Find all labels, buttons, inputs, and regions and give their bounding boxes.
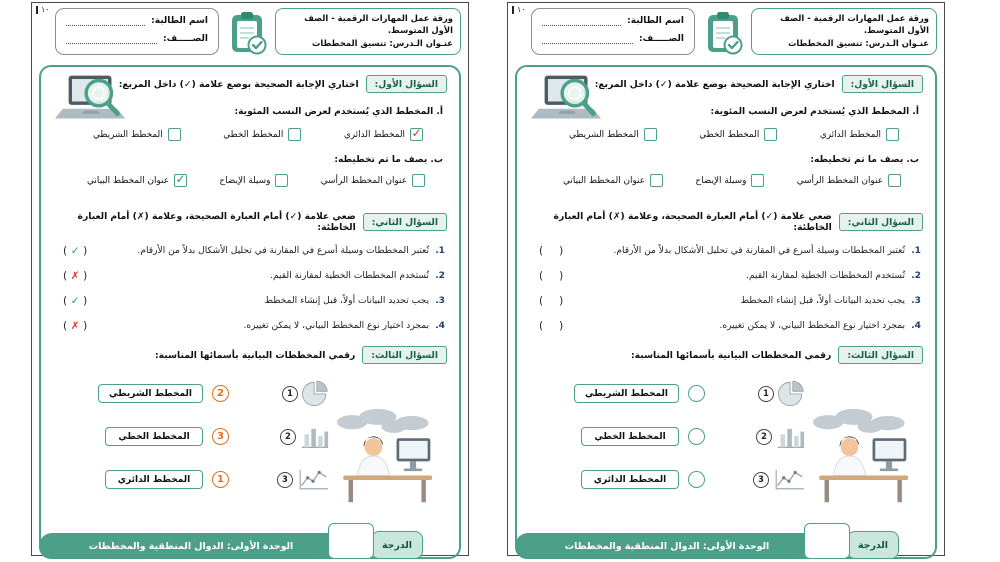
paren-close: ) xyxy=(83,320,88,332)
statement-row xyxy=(63,295,445,307)
statement-row xyxy=(539,295,921,307)
option-label: عنوان المخطط الرأسي xyxy=(796,175,883,186)
chart-title-checkbox[interactable] xyxy=(650,174,663,187)
option-pie-chart[interactable] xyxy=(343,125,423,141)
legend-checkbox[interactable] xyxy=(275,174,288,187)
bar-chart-checkbox[interactable] xyxy=(644,128,657,141)
class-line[interactable] xyxy=(66,34,157,44)
answer-circle[interactable] xyxy=(688,385,705,402)
score-area xyxy=(328,523,423,559)
clipboard-check-icon xyxy=(703,9,743,59)
student-name-label: اسم الطالبة: xyxy=(151,16,208,26)
option-chart-title[interactable] xyxy=(563,174,663,187)
q1-part-a-text: أ. المخطط الذي يُستخدم لعرض النسب المئوية: xyxy=(234,107,443,117)
statement-row xyxy=(63,245,445,257)
statement-row xyxy=(539,270,921,282)
paren-open: ( xyxy=(63,245,68,257)
chart-name-box: المخطط الخطي xyxy=(581,427,679,446)
option-label: عنوان المخطط الرأسي xyxy=(320,175,407,186)
q2-statements xyxy=(53,245,447,332)
q3-matching-area xyxy=(529,372,923,508)
option-vertical-axis-title[interactable] xyxy=(797,174,901,187)
student-name-line[interactable] xyxy=(542,16,621,26)
statement-text: تُعتبر المخططات وسيلة أسرع في المقارنة في تحليل الأشكال بدلاً من الأرقام. xyxy=(613,246,905,256)
clipboard-check-icon xyxy=(227,9,267,59)
title-box xyxy=(751,8,937,55)
score-area xyxy=(804,523,899,559)
page-number-marker: ١٠ xyxy=(512,6,526,14)
question-3-header xyxy=(529,346,923,364)
worksheet-body xyxy=(39,65,461,559)
statement-row xyxy=(539,245,921,257)
page-header xyxy=(32,3,468,62)
score-value-box[interactable] xyxy=(804,523,850,559)
paren-close: ) xyxy=(559,320,564,332)
question-1-instruction: اختاري الإجابة الصحيحة بوضع علامة (✓) داخل المربع: xyxy=(118,78,359,90)
option-bar-chart[interactable] xyxy=(569,128,657,141)
chart-name-box: المخطط الدائري xyxy=(581,470,679,489)
title-box xyxy=(275,8,461,55)
class-field xyxy=(66,34,208,44)
paren-close: ) xyxy=(83,295,88,307)
question-1-label: السؤال الأول: xyxy=(366,75,447,93)
worksheet-title: ورقة عمل المهارات الرقمية - الصف الأول المتوسط. xyxy=(304,13,453,36)
chart-cell xyxy=(275,380,329,407)
question-3-instruction: رقمي المخططات البيانية بأسمائها المناسبة: xyxy=(630,349,832,361)
option-label: عنوان المخطط البياني xyxy=(87,175,170,186)
student-name-field xyxy=(66,16,208,26)
worksheet-body xyxy=(515,65,937,559)
line-chart-checkbox[interactable] xyxy=(764,128,777,141)
chart-cell xyxy=(275,424,329,450)
answer-circle[interactable]: 3 xyxy=(212,428,229,445)
answer-circle[interactable]: 2 xyxy=(212,385,229,402)
statement-row xyxy=(63,270,445,282)
q1-part-a-text: أ. المخطط الذي يُستخدم لعرض النسب المئوية: xyxy=(710,107,919,117)
paren-open: ( xyxy=(539,245,544,257)
question-2-instruction: ضعي علامة (✓) أمام العبارة الصحيحة، وعلامة (✗) أمام العبارة الخاطئة: xyxy=(77,211,356,233)
chart-cell xyxy=(751,380,805,407)
vertical-axis-title-checkbox[interactable] xyxy=(412,174,425,187)
bar-chart-checkbox[interactable] xyxy=(168,128,181,141)
statement-answer-mark: ✓ xyxy=(70,245,80,257)
student-info-section xyxy=(55,8,219,55)
paren-open: ( xyxy=(63,320,68,332)
statement-row xyxy=(539,320,921,332)
chart-cell xyxy=(275,468,329,491)
option-label: وسيلة الإيضاح xyxy=(695,175,747,186)
score-label: الدرجة xyxy=(847,531,899,559)
option-label: المخطط الدائري xyxy=(343,129,405,140)
statement-answer-area[interactable] xyxy=(63,270,87,282)
vertical-axis-title-checkbox[interactable] xyxy=(888,174,901,187)
student-name-field xyxy=(542,16,684,26)
statement-answer-mark: ✓ xyxy=(70,295,80,307)
q1-part-b-text: ب. يصف ما تم تخطيطه: xyxy=(810,155,919,165)
statement-answer-area[interactable] xyxy=(539,270,563,282)
option-chart-title[interactable] xyxy=(87,171,187,187)
statement-text: يجب تحديد البيانات أولاً، قبل إنشاء المخطط xyxy=(264,296,429,306)
person-at-desk-illustration xyxy=(801,408,921,504)
option-label: المخطط الشريطي xyxy=(93,129,163,140)
pie-chart-icon xyxy=(778,380,805,407)
question-3-instruction: رقمي المخططات البيانية بأسمائها المناسبة: xyxy=(154,349,356,361)
answer-circle[interactable] xyxy=(688,471,705,488)
chart-number-badge: 1 xyxy=(758,386,774,402)
q3-matching-area xyxy=(53,372,447,508)
q1b-options xyxy=(529,174,923,187)
checkbox-mark: ✓ xyxy=(411,125,422,140)
statement-number: 1. xyxy=(435,246,445,256)
class-line[interactable] xyxy=(542,34,633,44)
score-value-box[interactable] xyxy=(328,523,374,559)
q1a-options xyxy=(53,125,447,141)
statement-text: يجب تحديد البيانات أولاً، قبل إنشاء المخطط xyxy=(740,296,905,306)
option-line-chart[interactable] xyxy=(699,128,777,141)
option-label: المخطط الخطي xyxy=(223,129,284,140)
person-at-desk-illustration xyxy=(325,408,445,504)
q1a-options xyxy=(529,128,923,141)
chart-name-box: المخطط الشريطي xyxy=(98,384,203,403)
chart-number-badge: 3 xyxy=(277,472,293,488)
page-header xyxy=(508,3,944,62)
statement-answer-area[interactable] xyxy=(539,245,563,257)
paren-close: ) xyxy=(559,295,564,307)
statement-row xyxy=(63,320,445,332)
student-name-line[interactable] xyxy=(66,16,145,26)
option-legend[interactable] xyxy=(219,174,288,187)
question-2-label: السؤال الثاني: xyxy=(839,213,923,231)
statement-number: 3. xyxy=(911,296,921,306)
pie-chart-icon xyxy=(302,380,329,407)
q1b-options xyxy=(53,171,447,187)
worksheet-page xyxy=(507,2,945,556)
statement-text: تُعتبر المخططات وسيلة أسرع في المقارنة في تحليل الأشكال بدلاً من الأرقام. xyxy=(137,246,429,256)
chart-number-badge: 2 xyxy=(756,429,772,445)
checkbox-mark: ✓ xyxy=(175,171,186,186)
paren-open: ( xyxy=(539,295,544,307)
option-pie-chart[interactable] xyxy=(820,128,899,141)
paren-close: ) xyxy=(559,270,564,282)
chart-name-box: المخطط الخطي xyxy=(105,427,203,446)
statement-text: تُستخدم المخططات الخطية لمقارنة القيم. xyxy=(746,271,905,281)
q2-statements xyxy=(529,245,923,332)
statement-answer-mark: ✗ xyxy=(70,270,80,282)
question-2-label: السؤال الثاني: xyxy=(363,213,447,231)
statement-number: 2. xyxy=(435,271,445,281)
statement-number: 4. xyxy=(911,321,921,331)
class-field xyxy=(542,34,684,44)
paren-open: ( xyxy=(539,320,544,332)
option-label: المخطط الخطي xyxy=(699,129,760,140)
score-label: الدرجة xyxy=(371,531,423,559)
question-3-header xyxy=(53,346,447,364)
question-3-label: السؤال الثالث: xyxy=(362,346,447,364)
option-label: وسيلة الإيضاح xyxy=(219,175,271,186)
student-name-label: اسم الطالبة: xyxy=(627,16,684,26)
statement-number: 4. xyxy=(435,321,445,331)
option-label: المخطط الشريطي xyxy=(569,129,639,140)
chart-number-badge: 2 xyxy=(280,429,296,445)
option-legend[interactable] xyxy=(695,174,764,187)
pie-chart-checkbox[interactable] xyxy=(410,125,423,141)
unit-footer-bar: الوحدة الأولى: الدوال المنطقية والمخططات xyxy=(39,533,343,559)
lesson-title: عنـوان الـدرس: تنسيق المخططات xyxy=(311,38,453,49)
statement-text: بمجرد اختيار نوع المخطط البياني، لا يمكن تغييره. xyxy=(719,321,905,331)
paren-open: ( xyxy=(63,295,68,307)
option-label: المخطط الدائري xyxy=(819,129,881,140)
option-label: عنوان المخطط البياني xyxy=(563,175,646,186)
chart-title-checkbox[interactable] xyxy=(174,171,187,187)
statement-answer-area[interactable] xyxy=(539,320,563,332)
question-2-instruction: ضعي علامة (✓) أمام العبارة الصحيحة، وعلامة (✗) أمام العبارة الخاطئة: xyxy=(553,211,832,233)
statement-number: 2. xyxy=(911,271,921,281)
paren-close: ) xyxy=(559,245,564,257)
statement-text: تُستخدم المخططات الخطية لمقارنة القيم. xyxy=(270,271,429,281)
pie-chart-checkbox[interactable] xyxy=(886,128,899,141)
class-label: الصـــــف: xyxy=(638,34,684,44)
page-number-marker: ١٠ xyxy=(36,6,50,14)
unit-footer-bar: الوحدة الأولى: الدوال المنطقية والمخططات xyxy=(515,533,819,559)
class-label: الصـــــف: xyxy=(162,34,208,44)
paren-open: ( xyxy=(539,270,544,282)
statement-answer-area[interactable] xyxy=(63,295,87,307)
worksheet-page xyxy=(31,2,469,556)
chart-name-box: المخطط الشريطي xyxy=(574,384,679,403)
option-bar-chart[interactable] xyxy=(93,128,181,141)
statement-answer-area[interactable] xyxy=(63,320,87,332)
student-info-section xyxy=(531,8,695,55)
laptop-magnifier-icon xyxy=(529,71,607,129)
statement-number: 3. xyxy=(435,296,445,306)
question-2-header xyxy=(53,211,447,233)
legend-checkbox[interactable] xyxy=(751,174,764,187)
chart-number-badge: 1 xyxy=(282,386,298,402)
option-line-chart[interactable] xyxy=(223,128,301,141)
statement-number: 1. xyxy=(911,246,921,256)
statement-text: بمجرد اختيار نوع المخطط البياني، لا يمكن تغييره. xyxy=(243,321,429,331)
paren-close: ) xyxy=(83,245,88,257)
option-vertical-axis-title[interactable] xyxy=(321,174,425,187)
answer-circle[interactable] xyxy=(688,428,705,445)
chart-cell xyxy=(751,468,805,491)
paren-close: ) xyxy=(83,270,88,282)
statement-answer-area[interactable] xyxy=(539,295,563,307)
answer-circle[interactable]: 1 xyxy=(212,471,229,488)
line-chart-checkbox[interactable] xyxy=(288,128,301,141)
q1-part-b-text: ب. يصف ما تم تخطيطه: xyxy=(334,155,443,165)
question-3-label: السؤال الثالث: xyxy=(838,346,923,364)
chart-name-box: المخطط الدائري xyxy=(105,470,203,489)
worksheet-title: ورقة عمل المهارات الرقمية - الصف الأول المتوسط. xyxy=(780,13,929,36)
lesson-title: عنـوان الـدرس: تنسيق المخططات xyxy=(787,38,929,49)
laptop-magnifier-icon xyxy=(53,71,131,129)
statement-answer-mark: ✗ xyxy=(70,320,80,332)
question-1-label: السؤال الأول: xyxy=(842,75,923,93)
paren-open: ( xyxy=(63,270,68,282)
statement-answer-area[interactable] xyxy=(63,245,87,257)
question-1-instruction: اختاري الإجابة الصحيحة بوضع علامة (✓) داخل المربع: xyxy=(594,78,835,90)
chart-cell xyxy=(751,424,805,450)
chart-number-badge: 3 xyxy=(753,472,769,488)
question-2-header xyxy=(529,211,923,233)
